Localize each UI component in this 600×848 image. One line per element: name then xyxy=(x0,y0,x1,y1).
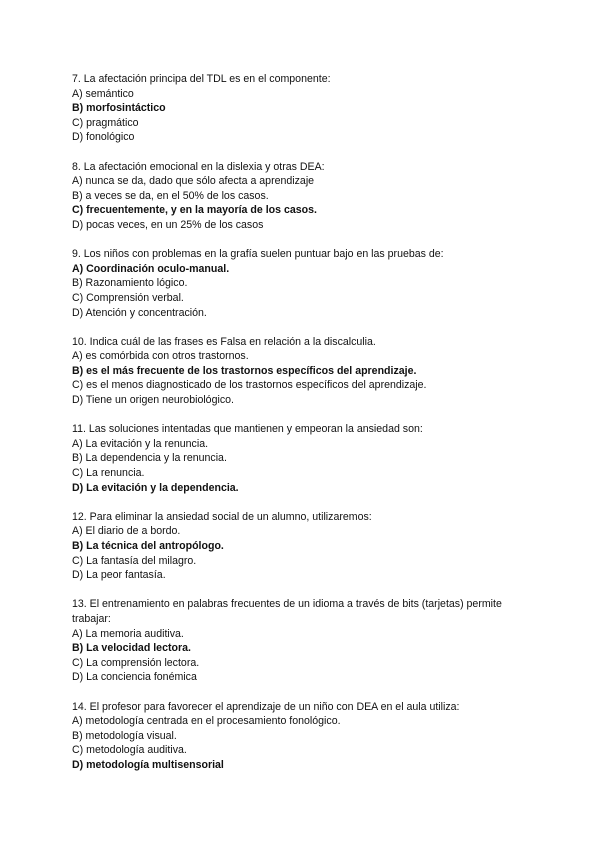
question-8 xyxy=(72,160,542,233)
question-12 xyxy=(72,510,542,583)
option-d: D) Tiene un origen neurobiológico. xyxy=(72,394,234,407)
option-b: B) a veces se da, en el 50% de los casos. xyxy=(72,189,269,202)
option-b: B) La dependencia y la renuncia. xyxy=(72,452,227,465)
question-14 xyxy=(72,700,542,773)
question-stem: 11. Las soluciones intentadas que mantienen y empeoran la ansiedad son: xyxy=(72,423,423,436)
option-d: D) La peor fantasía. xyxy=(72,569,166,582)
option-d-correct: D) metodología multisensorial xyxy=(72,758,224,771)
option-c: C) pragmático xyxy=(72,116,139,129)
option-a: A) es comórbida con otros trastornos. xyxy=(72,350,249,363)
option-c-correct: C) frecuentemente, y en la mayoría de los casos. xyxy=(72,204,317,217)
option-a: A) La memoria auditiva. xyxy=(72,627,184,640)
option-a: A) metodología centrada en el procesamiento fonológico. xyxy=(72,715,341,728)
option-a: A) El diario de a bordo. xyxy=(72,525,181,538)
option-a: A) nunca se da, dado que sólo afecta a aprendizaje xyxy=(72,175,315,188)
option-b-correct: B) es el más frecuente de los trastornos específicos del aprendizaje. xyxy=(72,364,417,377)
option-b: B) metodología visual. xyxy=(72,729,177,742)
document-page xyxy=(72,72,542,787)
option-b-correct: B) La velocidad lectora. xyxy=(72,642,191,655)
question-stem: 13. El entrenamiento en palabras frecuentes de un idioma a través de bits (tarjetas) permite trabajar: xyxy=(72,598,502,625)
question-11 xyxy=(72,422,542,495)
option-c: C) metodología auditiva. xyxy=(72,744,187,757)
option-a: A) semántico xyxy=(72,87,134,100)
option-d: D) La conciencia fonémica xyxy=(72,671,197,684)
option-c: C) Comprensión verbal. xyxy=(72,291,184,304)
question-7 xyxy=(72,72,542,145)
question-stem: 8. La afectación emocional en la dislexia y otras DEA: xyxy=(72,160,325,173)
option-b-correct: B) La técnica del antropólogo. xyxy=(72,540,224,552)
question-9 xyxy=(72,247,542,320)
question-10 xyxy=(72,335,542,408)
option-d: D) Atención y concentración. xyxy=(72,306,207,319)
option-c: C) es el menos diagnosticado de los trastornos específicos del aprendizaje. xyxy=(72,379,427,392)
option-d: D) pocas veces, en un 25% de los casos xyxy=(72,218,264,231)
option-a: A) La evitación y la renuncia. xyxy=(72,437,209,450)
option-c: C) La renuncia. xyxy=(72,467,145,480)
question-13 xyxy=(72,597,542,685)
option-b-correct: B) morfosintáctico xyxy=(72,102,166,115)
option-c: C) La comprensión lectora. xyxy=(72,656,200,669)
question-stem: 14. El profesor para favorecer el aprendizaje de un niño con DEA en el aula utiliza: xyxy=(72,700,460,713)
option-a-correct: A) Coordinación oculo-manual. xyxy=(72,262,230,275)
question-stem: 10. Indica cuál de las frases es Falsa en relación a la discalculia. xyxy=(72,335,376,348)
option-b: B) Razonamiento lógico. xyxy=(72,277,188,290)
option-d: D) fonológico xyxy=(72,131,135,144)
option-c: C) La fantasía del milagro. xyxy=(72,554,197,567)
question-stem: 12. Para eliminar la ansiedad social de un alumno, utilizaremos: xyxy=(72,510,372,523)
option-d-correct: D) La evitación y la dependencia. xyxy=(72,481,239,494)
question-stem: 7. La afectación principa del TDL es en el componente: xyxy=(72,73,331,85)
question-stem: 9. Los niños con problemas en la grafía suelen puntuar bajo en las pruebas de: xyxy=(72,248,444,261)
